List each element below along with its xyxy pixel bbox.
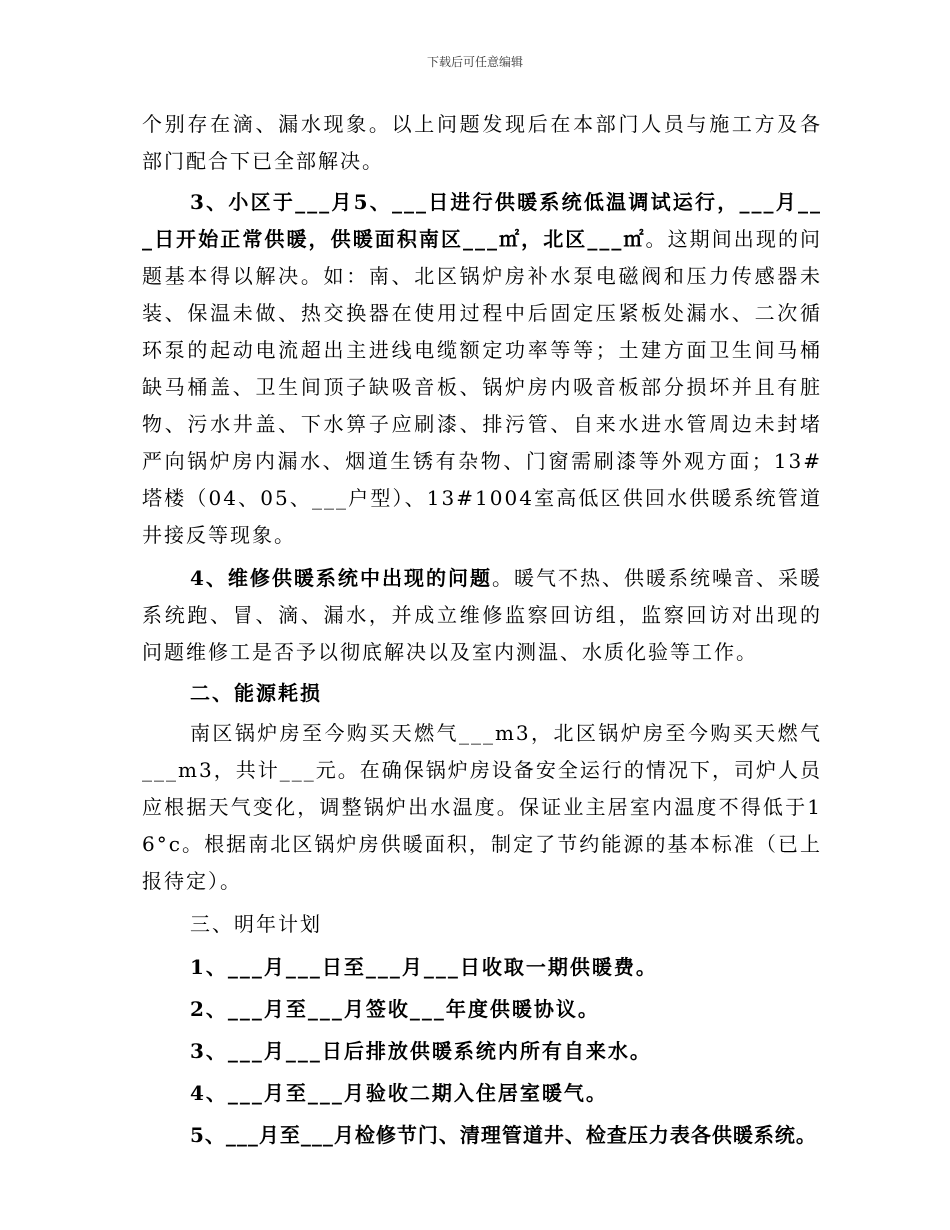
plan-item: 4、___月至___月验收二期入住居室暖气。 bbox=[190, 1081, 608, 1105]
plan-item: 3、___月___日后排放供暖系统内所有自来水。 bbox=[190, 1039, 652, 1063]
paragraph-repair-issues-lead: 4、维修供暖系统中出现的问题 bbox=[190, 566, 492, 590]
section-heading-energy: 二、能源耗损 bbox=[190, 681, 322, 705]
paragraph-repair-issues-body: 。暖气不热、供暖系统噪音、采暖系统跑、冒、滴、漏水，并成立维修监察回访组，监察回访对出现的问题维修工是否予以彻底解决以及室内测温、水质化验等工作。 bbox=[142, 566, 823, 664]
plan-item: 2、___月至___月签收___年度供暖协议。 bbox=[190, 997, 600, 1021]
document-body bbox=[142, 106, 822, 1156]
plan-item: 1、___月___日至___月___日收取一期供暖费。 bbox=[190, 955, 658, 979]
paragraph-heating-trial-lead: 3、小区于___月5、___日进行供暖系统低温调试运行，___月___日开始正常供暖，供暖面积南区___㎡，北区___㎡ bbox=[142, 190, 822, 251]
plan-item: 5、___月至___月检修节门、清理管道井、检查压力表各供暖系统。 bbox=[190, 1123, 817, 1147]
section-heading-plan: 三、明年计划 bbox=[190, 912, 322, 936]
paragraph-continued: 个别存在滴、漏水现象。以上问题发现后在本部门人员与施工方及各部门配合下已全部解决。 bbox=[142, 112, 822, 173]
paragraph-repair-issues bbox=[142, 560, 822, 671]
paragraph-energy: 南区锅炉房至今购买天燃气___m3，北区锅炉房至今购买天燃气___m3，共计___元。在确保锅炉房设备安全运行的情况下，司炉人员应根据天气变化，调整锅炉出水温度。保证业主居室内温度不得低于16°c。根据南北区锅炉房供暖面积，制定了节约能源的基本标准（已上报待定）。 bbox=[142, 721, 822, 893]
page-header-note: 下载后可任意编辑 bbox=[426, 55, 523, 69]
paragraph-heating-trial-body: 。这期间出现的问题基本得以解决。如：南、北区锅炉房补水泵电磁阀和压力传感器未装、保温未做、热交换器在使用过程中后固定压紧板处漏水、二次循环泵的起动电流超出主进线电缆额定功率等等；土建方面卫生间马桶缺马桶盖、卫生间顶子缺吸音板、锅炉房内吸音板部分损坏并且有脏物、污水井盖、下水箅子应刷漆、排污管、自来水进水管周边未封堵严向锅炉房内漏水、烟道生锈有杂物、门窗需刷漆等外观方面；13#塔楼（04、05、___户型）、13#1004室高低区供回水供暖系统管道井接反等现象。 bbox=[142, 227, 823, 547]
paragraph-heating-trial bbox=[142, 184, 822, 554]
